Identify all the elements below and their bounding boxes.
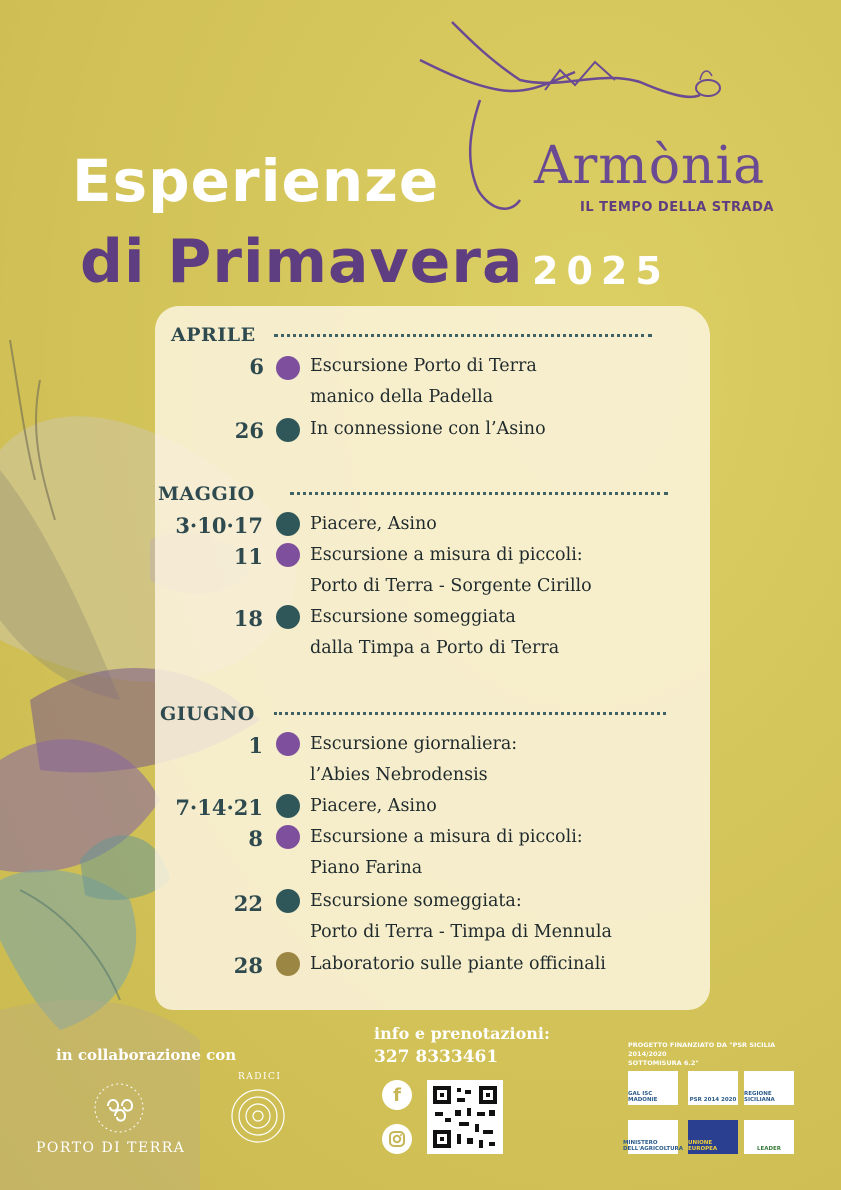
event-date: 11	[233, 544, 263, 569]
event-title: Piacere, Asino	[310, 796, 437, 816]
event-title: Piacere, Asino	[310, 514, 437, 534]
month-heading-giugno: GIUGNO	[160, 703, 255, 725]
donkey-icon	[276, 605, 300, 629]
event-title: Laboratorio sulle piante officinali	[310, 954, 606, 974]
partner-radici: RADICI	[238, 1072, 282, 1082]
collaboration-label: in collaborazione con	[56, 1046, 237, 1064]
plant-icon	[276, 952, 300, 976]
title-line-1: Esperienze	[72, 147, 440, 215]
brand-tagline: IL TEMPO DELLA STRADA	[580, 200, 774, 215]
event-subtitle: manico della Padella	[310, 387, 494, 407]
month-heading-aprile: APRILE	[171, 324, 256, 346]
qr-code[interactable]	[427, 1080, 503, 1154]
event-title: Escursione a misura di piccoli:	[310, 827, 583, 847]
event-date: 26	[234, 418, 264, 443]
funding-note	[628, 1041, 808, 1067]
donkey-icon	[276, 512, 300, 536]
event-title: Escursione someggiata	[310, 607, 516, 627]
event-date: 3·10·17	[175, 513, 263, 538]
month-divider	[274, 712, 666, 715]
event-title: Escursione giornaliera:	[310, 734, 518, 754]
partner-porto-di-terra: PORTO DI TERRA	[36, 1140, 186, 1156]
mountain-icon	[276, 825, 300, 849]
funding-line-2: SOTTOMISURA 6.2"	[628, 1058, 699, 1067]
title-year: 2025	[532, 249, 670, 293]
porto-di-terra-logo	[88, 1080, 150, 1136]
regione-sicilia-logo	[744, 1071, 794, 1105]
month-divider	[274, 334, 652, 337]
event-title: Escursione Porto di Terra	[310, 356, 537, 376]
phone-number[interactable]: 327 8333461	[374, 1047, 499, 1067]
funding-line-1: PROGETTO FINANZIATO DA "PSR SICILIA 2014/2020	[628, 1041, 776, 1058]
event-date: 28	[233, 953, 263, 978]
event-subtitle: dalla Timpa a Porto di Terra	[310, 638, 560, 658]
info-label: info e prenotazioni:	[374, 1024, 550, 1043]
month-heading-maggio: MAGGIO	[158, 483, 255, 505]
event-title: Escursione someggiata:	[310, 891, 522, 911]
eu-flag-logo	[688, 1120, 738, 1154]
logo-label: LEADER	[756, 1146, 782, 1152]
logo-label: REGIONE SICILIANA	[744, 1091, 775, 1103]
event-subtitle: Piano Farina	[310, 858, 423, 878]
logo-label: PSR 2014 2020	[689, 1097, 737, 1103]
event-date: 7·14·21	[175, 795, 263, 820]
donkey-icon	[276, 418, 300, 442]
event-title: In connessione con l’Asino	[310, 419, 546, 439]
title-line-2: di Primavera	[80, 227, 524, 297]
event-date: 1	[248, 733, 263, 758]
event-date: 18	[233, 606, 263, 631]
logo-label: MINISTERO DELL'AGRICOLTURA	[622, 1140, 684, 1152]
donkey-icon	[276, 889, 300, 913]
logo-label: UNIONE EUROPEA	[688, 1140, 718, 1152]
brand-name: Armònia	[534, 136, 766, 196]
mountain-icon	[276, 356, 300, 380]
donkey-icon	[276, 794, 300, 818]
event-date: 8	[248, 826, 263, 851]
month-divider	[290, 492, 668, 495]
event-subtitle: Porto di Terra - Timpa di Mennula	[310, 922, 612, 942]
leader-logo	[744, 1120, 794, 1154]
gal-madonie-logo	[628, 1071, 678, 1105]
mountain-icon	[276, 543, 300, 567]
event-title: Escursione a misura di piccoli:	[310, 545, 583, 565]
logo-label: GAL ISC MADONIE	[628, 1091, 658, 1103]
psr-logo	[688, 1071, 738, 1105]
event-date: 6	[249, 354, 264, 379]
ministero-logo	[622, 1120, 684, 1154]
radici-logo	[222, 1078, 294, 1150]
event-subtitle: Porto di Terra - Sorgente Cirillo	[310, 576, 592, 596]
mountain-icon	[276, 732, 300, 756]
event-subtitle: l’Abies Nebrodensis	[310, 765, 488, 785]
event-date: 22	[233, 891, 263, 916]
facebook-icon[interactable]: f	[382, 1080, 412, 1110]
instagram-icon[interactable]	[382, 1124, 412, 1154]
